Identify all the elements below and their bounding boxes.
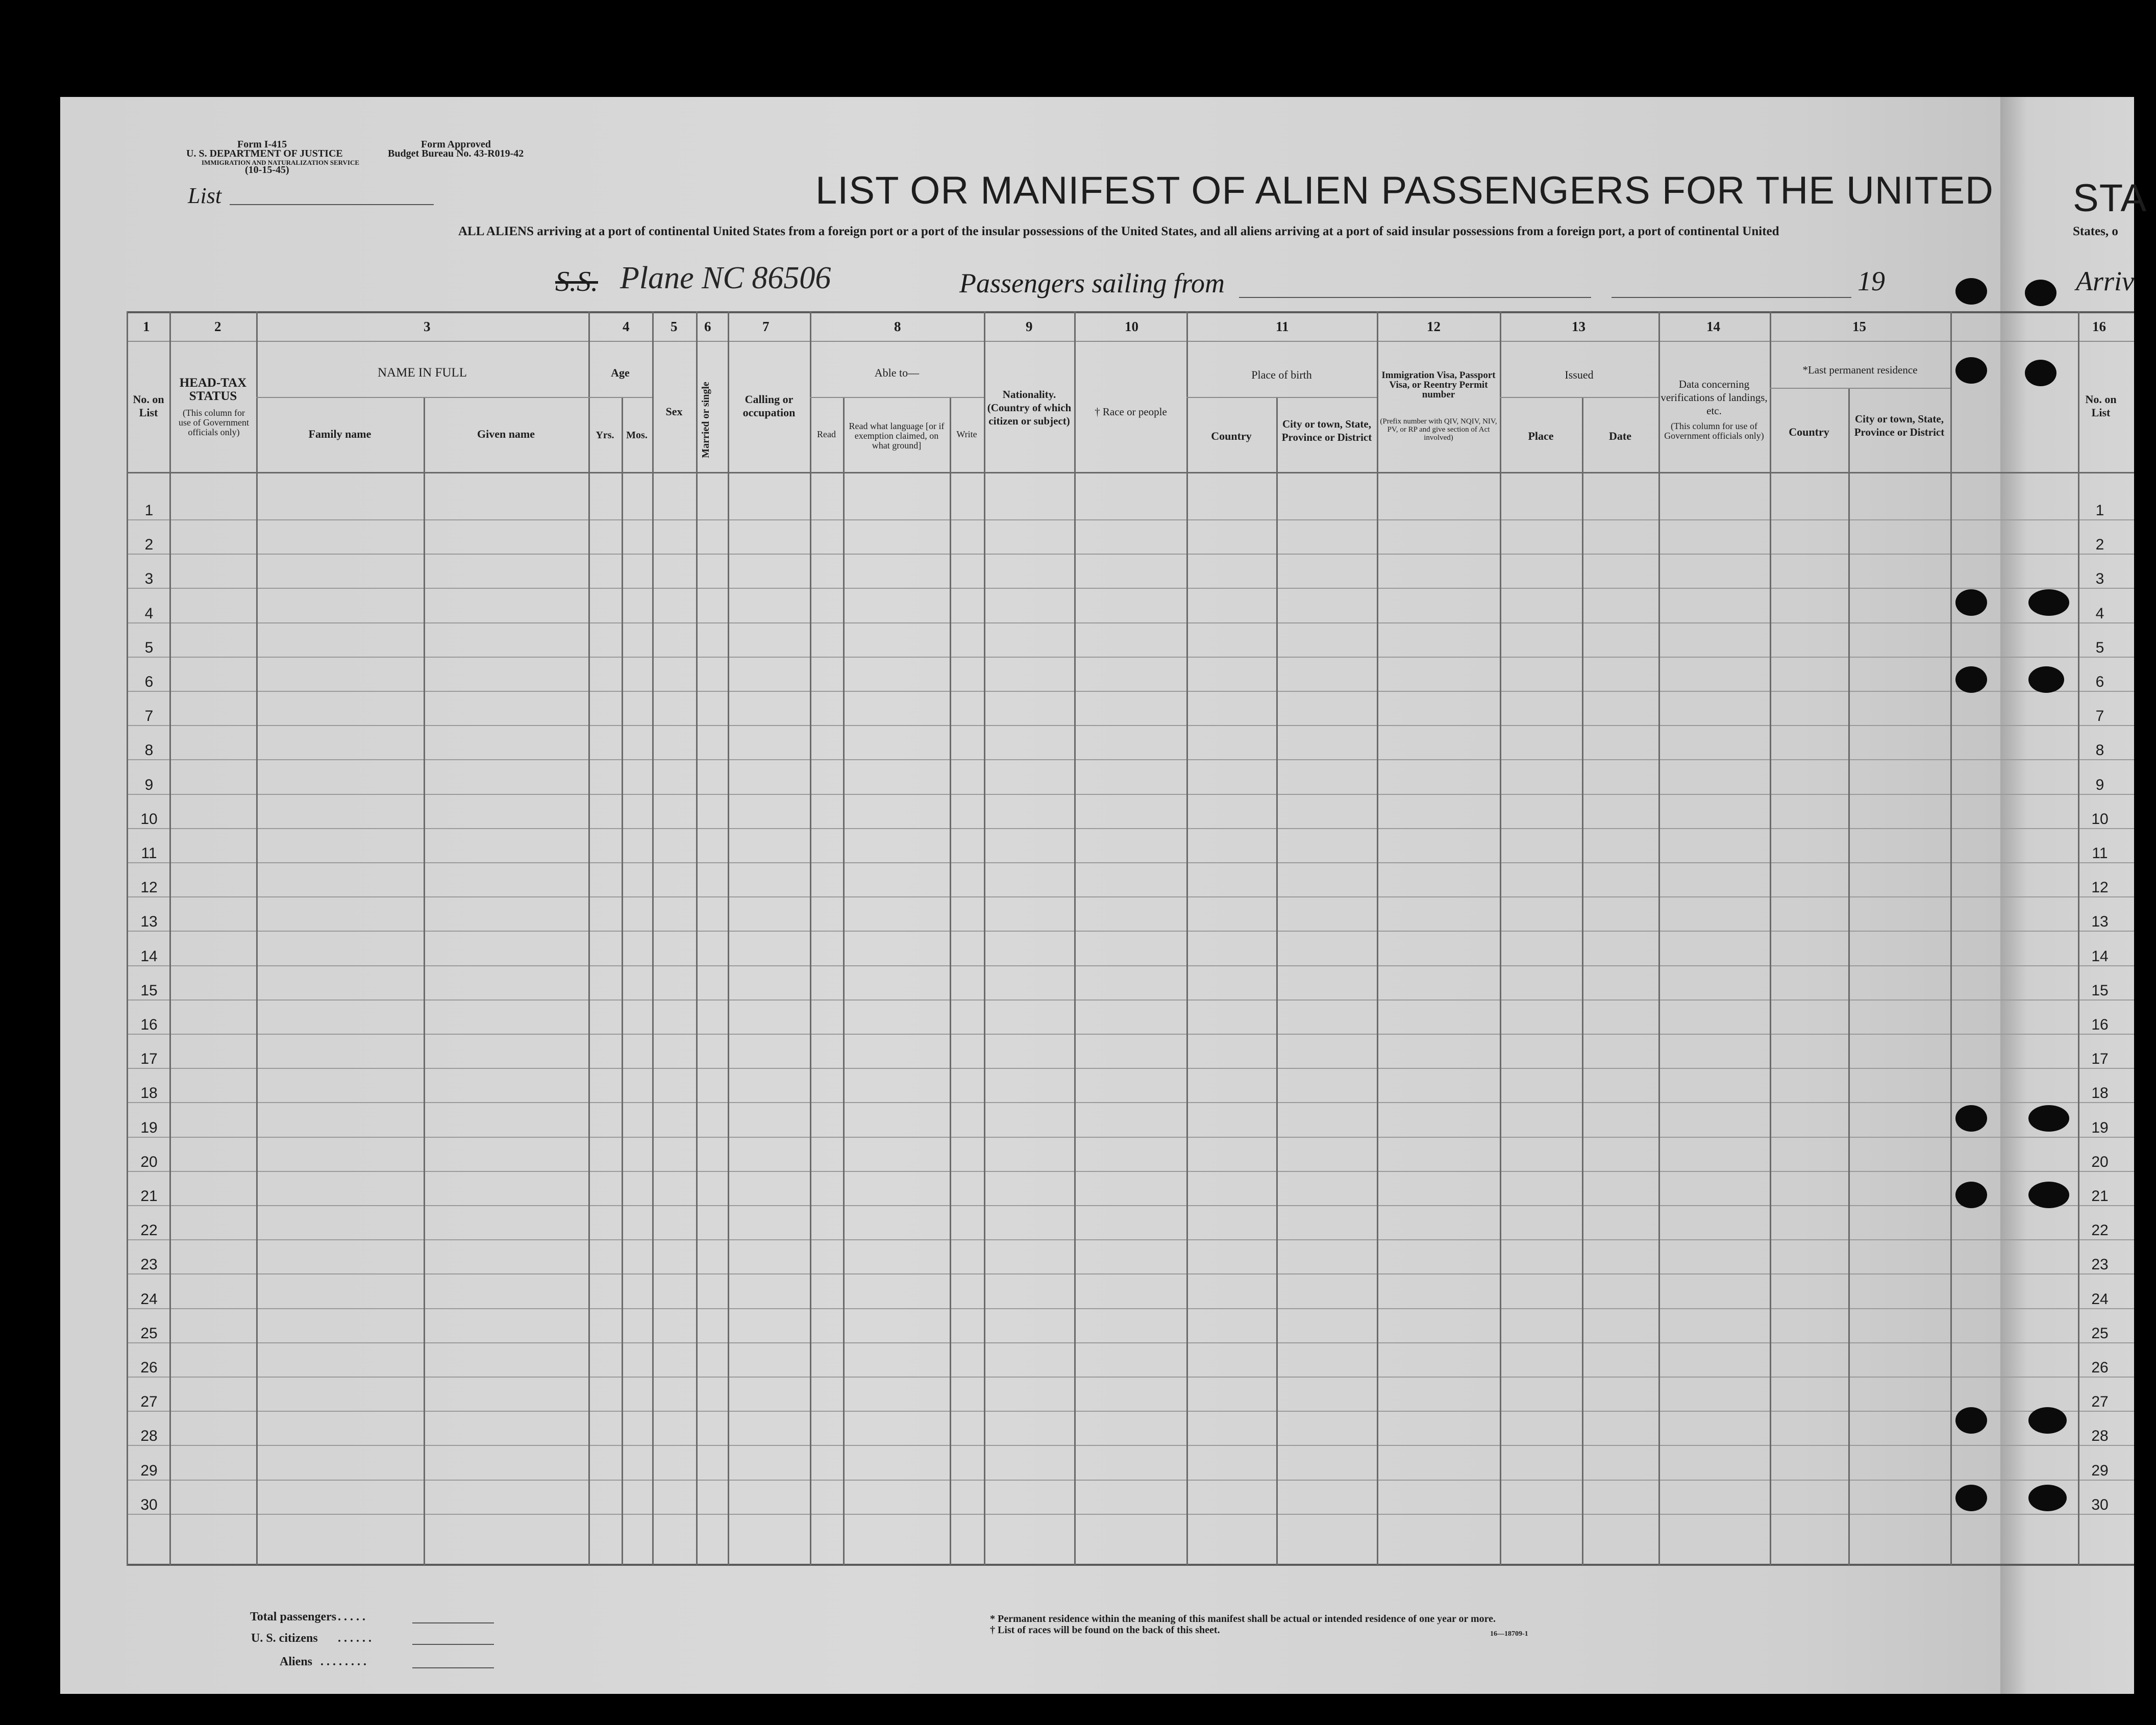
col-line xyxy=(424,397,425,1565)
given-name-header: Given name xyxy=(477,428,535,440)
row-rule xyxy=(127,896,2134,897)
row-number-right: 1 xyxy=(2095,502,2104,519)
row-number-right: 18 xyxy=(2091,1085,2109,1102)
row-rule xyxy=(127,622,2134,623)
date-header: Date xyxy=(1609,430,1631,442)
punch-hole xyxy=(1955,1182,1987,1208)
row-number: 28 xyxy=(140,1428,158,1444)
row-rule xyxy=(127,1171,2134,1172)
subheader-line xyxy=(256,397,588,398)
row-number-right: 10 xyxy=(2091,811,2109,828)
row-number-right: 25 xyxy=(2091,1325,2109,1342)
row-number-right: 8 xyxy=(2095,742,2104,759)
nationality-header: Nationality. (Country of which citizen or subject) xyxy=(987,388,1072,427)
punch-hole xyxy=(1955,589,1987,616)
row-number: 12 xyxy=(140,879,158,896)
row-number: 19 xyxy=(140,1119,158,1136)
arriving-label: Arriv xyxy=(2076,266,2134,296)
table-top-border xyxy=(127,311,2134,313)
row-number-right: 3 xyxy=(2095,570,2104,587)
subheader-line xyxy=(1770,388,1950,389)
vessel-prefix: S.S. xyxy=(555,266,598,297)
row-number: 18 xyxy=(140,1085,158,1102)
subheader-line xyxy=(810,397,984,398)
budget-bureau: Budget Bureau No. 43-R019-42 xyxy=(388,148,524,159)
col-line xyxy=(652,311,654,1565)
no-on-list-right-header: No. on List xyxy=(2085,393,2117,419)
row-number-right: 17 xyxy=(2091,1051,2109,1067)
row-rule xyxy=(127,588,2134,589)
subheader-line xyxy=(1186,397,1377,398)
col-num-4: 4 xyxy=(623,319,630,334)
row-rule xyxy=(127,1514,2134,1515)
row-number-right: 27 xyxy=(2091,1393,2109,1410)
row-number-right: 20 xyxy=(2091,1154,2109,1170)
row-number: 20 xyxy=(140,1154,158,1170)
place-of-birth-header: Place of birth xyxy=(1251,368,1312,381)
row-rule xyxy=(127,1137,2134,1138)
row-number: 10 xyxy=(140,811,158,828)
col-line xyxy=(256,311,258,1565)
row-number: 22 xyxy=(140,1222,158,1239)
issued-header: Issued xyxy=(1565,368,1594,381)
col-num-8: 8 xyxy=(894,319,901,334)
column-number-divider xyxy=(127,341,2134,342)
row-rule xyxy=(127,519,2134,520)
row-number-right: 14 xyxy=(2091,948,2109,965)
race-header: † Race or people xyxy=(1095,406,1167,418)
row-rule xyxy=(127,554,2134,555)
total-passengers-line xyxy=(412,1622,494,1623)
manifest-title: LIST OR MANIFEST OF ALIEN PASSENGERS FOR THE UNITED xyxy=(815,169,1994,212)
col-line xyxy=(1074,311,1076,1565)
col-num-13: 13 xyxy=(1572,319,1585,334)
row-rule xyxy=(127,1034,2134,1035)
row-number: 8 xyxy=(144,742,154,759)
row-number: 3 xyxy=(144,570,154,587)
row-number-right: 15 xyxy=(2091,982,2109,999)
col-num-16: 16 xyxy=(2092,319,2106,334)
row-number: 15 xyxy=(140,982,158,999)
list-blank-line xyxy=(230,204,434,205)
col-line xyxy=(1582,397,1583,1565)
header-bottom-border xyxy=(127,472,2134,473)
row-number-right: 16 xyxy=(2091,1016,2109,1033)
city-header: City or town, State, Province or District xyxy=(1281,418,1372,443)
aliens-label: Aliens xyxy=(280,1655,313,1668)
form-approved: Form Approved xyxy=(421,139,491,150)
row-number-right: 19 xyxy=(2091,1119,2109,1136)
punch-hole xyxy=(1955,1407,1987,1434)
col-line xyxy=(169,311,171,1565)
year-label: 19 xyxy=(1857,266,1885,296)
punch-hole xyxy=(1955,666,1987,693)
punch-hole xyxy=(2025,280,2056,306)
row-number: 4 xyxy=(144,605,154,622)
row-number: 25 xyxy=(140,1325,158,1342)
row-number: 30 xyxy=(140,1496,158,1513)
punch-hole xyxy=(2028,1182,2069,1208)
row-rule xyxy=(127,657,2134,658)
row-number: 23 xyxy=(140,1256,158,1273)
us-citizens-line xyxy=(412,1644,494,1645)
footnote-residence: * Permanent residence within the meaning of this manifest shall be actual or intended residence of one year or more. xyxy=(990,1613,1496,1624)
col-line xyxy=(1377,311,1378,1565)
form-date: (10-15-45) xyxy=(245,164,289,176)
subheader-line xyxy=(1500,397,1658,398)
row-rule xyxy=(127,691,2134,692)
row-rule xyxy=(127,1377,2134,1378)
punch-hole xyxy=(2028,1407,2067,1434)
col-line xyxy=(2078,311,2079,1565)
family-name-header: Family name xyxy=(308,428,371,440)
row-rule xyxy=(127,1273,2134,1274)
col-line xyxy=(1500,311,1501,1565)
row-number: 14 xyxy=(140,948,158,965)
no-on-list-header: No. on List xyxy=(133,393,164,419)
row-rule xyxy=(127,1480,2134,1481)
row-number-right: 23 xyxy=(2091,1256,2109,1273)
row-rule xyxy=(127,965,2134,966)
punch-hole xyxy=(2028,589,2069,616)
calling-header: Calling or occupation xyxy=(742,393,796,419)
table-bottom-border xyxy=(127,1564,2134,1566)
row-rule xyxy=(127,862,2134,863)
form-number: Form I-415 xyxy=(237,139,287,150)
country2-header: Country xyxy=(1789,426,1829,438)
punch-hole xyxy=(1955,357,1987,384)
row-number-right: 22 xyxy=(2091,1222,2109,1239)
row-rule xyxy=(127,1445,2134,1446)
col-line xyxy=(728,311,729,1565)
col-line xyxy=(1276,397,1278,1565)
row-rule xyxy=(127,1102,2134,1103)
row-number: 2 xyxy=(144,536,154,553)
read-language-header: Read what language [or if exemption claimed, on what ground] xyxy=(849,421,945,451)
row-number-right: 5 xyxy=(2095,639,2104,656)
row-rule xyxy=(127,828,2134,829)
row-number: 5 xyxy=(144,639,154,656)
col-line xyxy=(1770,311,1771,1565)
row-number-right: 12 xyxy=(2091,879,2109,896)
able-to-header: Able to— xyxy=(874,366,920,379)
row-rule xyxy=(127,1239,2134,1240)
col-line xyxy=(950,397,951,1565)
total-passengers-label: Total passengers xyxy=(250,1610,337,1623)
col-line xyxy=(810,311,811,1565)
col-num-11: 11 xyxy=(1276,319,1289,334)
row-number-right: 13 xyxy=(2091,913,2109,930)
print-code: 16—18709-1 xyxy=(1490,1630,1528,1638)
row-rule xyxy=(127,1205,2134,1206)
punch-hole xyxy=(2028,666,2064,693)
manifest-title-continued: STA xyxy=(2073,177,2147,220)
col-line xyxy=(1658,311,1660,1565)
service-label: IMMIGRATION AND NATURALIZATION SERVICE xyxy=(202,159,360,166)
col-num-14: 14 xyxy=(1706,319,1720,334)
us-citizens-label: U. S. citizens xyxy=(251,1632,318,1645)
row-number: 13 xyxy=(140,913,158,930)
sex-header: Sex xyxy=(665,405,683,418)
row-number: 17 xyxy=(140,1051,158,1067)
col-line xyxy=(1186,311,1188,1565)
row-rule xyxy=(127,1342,2134,1343)
row-number: 11 xyxy=(141,845,157,862)
visa-header: Immigration Visa, Passport Visa, or Reentry Permit number xyxy=(1381,370,1496,400)
row-number-right: 26 xyxy=(2091,1359,2109,1376)
col-num-6: 6 xyxy=(704,319,711,334)
col-line xyxy=(696,311,698,1565)
col-num-3: 3 xyxy=(424,319,431,334)
row-number-right: 21 xyxy=(2091,1188,2109,1205)
data-concerning-header: Data concerning verifications of landings, etc. xyxy=(1661,378,1768,417)
col-num-7: 7 xyxy=(762,319,770,334)
row-number-right: 28 xyxy=(2091,1428,2109,1444)
col-line xyxy=(984,311,985,1565)
manifest-sheet xyxy=(60,97,2108,1694)
row-number-right: 29 xyxy=(2091,1462,2109,1479)
row-number: 27 xyxy=(140,1393,158,1410)
row-number-right: 24 xyxy=(2091,1291,2109,1308)
punch-hole xyxy=(2025,360,2056,386)
row-number-right: 6 xyxy=(2095,673,2104,690)
department-label: U. S. DEPARTMENT OF JUSTICE xyxy=(186,148,343,159)
row-rule xyxy=(127,999,2134,1001)
row-number-right: 4 xyxy=(2095,605,2104,622)
mos-header: Mos. xyxy=(626,430,648,441)
punch-hole xyxy=(2028,1485,2067,1511)
manifest-subtitle: ALL ALIENS arriving at a port of continental United States from a foreign port or a port of the insular possessions of the United States, and all aliens arriving at a port of said insular possessions from a foreign port, a port of continental United xyxy=(458,224,1779,238)
col-line xyxy=(843,397,845,1565)
row-number-right: 9 xyxy=(2095,777,2104,793)
col-line xyxy=(1848,388,1850,1565)
col-line xyxy=(588,311,590,1565)
row-number-right: 7 xyxy=(2095,708,2104,724)
row-number-right: 11 xyxy=(2092,845,2108,862)
aliens-line xyxy=(412,1667,494,1668)
row-rule xyxy=(127,1411,2134,1412)
sailing-from-line xyxy=(1239,297,1591,298)
row-number: 1 xyxy=(144,502,154,519)
vessel-name-handwritten: Plane NC 86506 xyxy=(620,261,831,295)
punch-hole xyxy=(1955,278,1987,305)
row-number: 26 xyxy=(140,1359,158,1376)
visa-note: (Prefix number with QIV, NQIV, NIV, PV, or RP and give section of Act involved) xyxy=(1380,417,1497,442)
row-number: 29 xyxy=(140,1462,158,1479)
row-rule xyxy=(127,759,2134,760)
row-number: 7 xyxy=(144,708,154,724)
col-num-5: 5 xyxy=(671,319,678,334)
col-line xyxy=(622,397,623,1565)
row-number-right: 2 xyxy=(2095,536,2104,553)
row-number: 6 xyxy=(144,673,154,690)
head-tax-note: (This column for use of Government officials only) xyxy=(179,408,249,437)
city2-header: City or town, State, Province or District xyxy=(1854,413,1945,438)
col-num-15: 15 xyxy=(1852,319,1866,334)
row-rule xyxy=(127,794,2134,795)
row-number: 16 xyxy=(140,1016,158,1033)
row-number: 24 xyxy=(140,1291,158,1308)
place-header: Place xyxy=(1528,430,1554,442)
row-rule xyxy=(127,1068,2134,1069)
col-num-1: 1 xyxy=(143,319,150,334)
footnote-races: † List of races will be found on the back of this sheet. xyxy=(990,1624,1220,1636)
punch-hole xyxy=(2028,1105,2069,1132)
row-number: 9 xyxy=(144,777,154,793)
col-num-12: 12 xyxy=(1427,319,1441,334)
read-header: Read xyxy=(817,429,836,439)
col-num-9: 9 xyxy=(1026,319,1033,334)
sailing-from-label: Passengers sailing from xyxy=(959,268,1225,298)
row-number-right: 30 xyxy=(2091,1496,2109,1513)
col-num-2: 2 xyxy=(214,319,221,334)
row-rule xyxy=(127,1308,2134,1309)
name-in-full-header: NAME IN FULL xyxy=(378,366,467,380)
head-tax-header: HEAD-TAX STATUS xyxy=(179,376,247,403)
manifest-subtitle-continued: States, o xyxy=(2073,224,2118,238)
married-single-header: Married or single xyxy=(700,382,711,458)
age-header: Age xyxy=(611,366,630,379)
yrs-header: Yrs. xyxy=(596,430,614,441)
row-rule xyxy=(127,725,2134,726)
punch-hole xyxy=(1955,1105,1987,1132)
sailing-date-line xyxy=(1612,297,1851,298)
row-number: 21 xyxy=(140,1188,158,1205)
list-label: List xyxy=(188,183,222,208)
last-residence-header: *Last permanent residence xyxy=(1802,364,1918,376)
row-rule xyxy=(127,931,2134,932)
col-line xyxy=(1950,311,1952,1565)
write-header: Write xyxy=(956,429,977,439)
col-line xyxy=(127,311,128,1565)
country-header: Country xyxy=(1211,430,1252,442)
subheader-line xyxy=(588,397,652,398)
col-num-10: 10 xyxy=(1125,319,1138,334)
punch-hole xyxy=(1955,1485,1987,1511)
data-concerning-note: (This column for use of Government officials only) xyxy=(1664,421,1764,441)
